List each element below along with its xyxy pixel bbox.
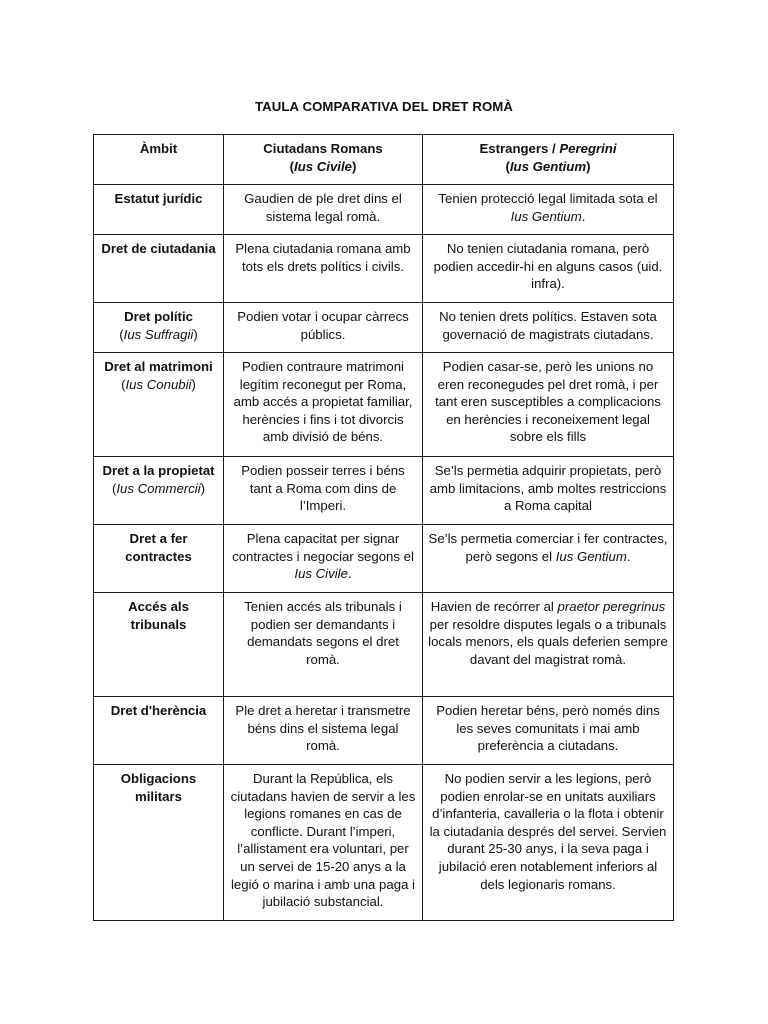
- foreigners-text: Tenien protecció legal limitada sota el: [438, 191, 658, 206]
- row-label-sub-italic: Ius Suffragii: [123, 326, 194, 342]
- header-foreigners-italic: Ius Gentium: [509, 158, 587, 174]
- row-label: [94, 765, 224, 921]
- foreigners-cell: [423, 235, 674, 303]
- row-label-sub-italic: Ius Conubii: [125, 376, 192, 392]
- table-row: [94, 353, 674, 457]
- foreigners-text: Se’ls permetia adquirir propietats, però amb limitacions, amb moltes restriccions a Roma capital: [429, 463, 667, 514]
- row-label: [94, 593, 224, 697]
- header-foreigners-line1a: Estrangers /: [479, 141, 560, 156]
- table-header-row: [94, 135, 674, 185]
- row-label: [94, 353, 224, 457]
- foreigners-italic: praetor peregrinus: [557, 599, 666, 614]
- citizens-cell: [224, 457, 423, 525]
- row-label-text: Accés als tribunals: [128, 599, 189, 632]
- foreigners-text-end: per resoldre disputes legals o a tribunals locals menors, els quals deferien sempre davant del magistrat romà.: [428, 616, 668, 667]
- citizens-italic: Ius Civile: [294, 566, 348, 582]
- row-label-sub-close: ): [200, 480, 206, 496]
- citizens-cell: [224, 525, 423, 593]
- citizens-text: Ple dret a heretar i transmetre béns dins el sistema legal romà.: [235, 703, 411, 754]
- header-foreigners-line1-italic: Peregrini: [559, 141, 617, 156]
- row-label-sub-open: (: [111, 480, 117, 496]
- row-label-sub-close: ): [193, 326, 198, 342]
- citizens-text: Podien posseir terres i béns tant a Roma com dins de l’Imperi.: [241, 463, 405, 514]
- citizens-text: Plena ciutadania romana amb tots els drets polítics i civils.: [235, 241, 411, 274]
- foreigners-cell: [423, 303, 674, 353]
- foreigners-text: Se’ls permetia comerciar i fer contractes, però segons el: [428, 531, 668, 564]
- citizens-cell: [224, 697, 423, 765]
- citizens-text: Tenien accés als tribunals i podien ser demandants i demandats segons el dret romà.: [244, 599, 402, 667]
- row-label: [94, 235, 224, 303]
- citizens-text: Durant la República, els ciutadans havien de servir a les legions romanes en cas de conflicte. Durant l’imperi, l’allistament era voluntari, per un servei de 15-20 anys a la legió o marina i amb una paga i jubilació substancial.: [230, 771, 416, 910]
- foreigners-cell: [423, 525, 674, 593]
- foreigners-cell: [423, 765, 674, 921]
- citizens-text: Podien contraure matrimoni legítim reconegut per Roma, amb accés a propietat familiar, herències i fins i tot divorcis amb divisió de béns.: [233, 359, 413, 445]
- row-label-text: Estatut jurídic: [114, 191, 203, 206]
- row-label-sub-close: ): [191, 376, 196, 392]
- foreigners-text: Havien de recórrer al: [430, 599, 558, 614]
- row-label-text: Dret de ciutadania: [101, 241, 216, 256]
- citizens-text: Podien votar i ocupar càrrecs públics.: [237, 309, 409, 342]
- foreigners-cell: [423, 185, 674, 235]
- foreigners-cell: [423, 593, 674, 697]
- row-label: [94, 303, 224, 353]
- citizens-text: Plena capacitat per signar contractes i negociar segons el: [232, 531, 414, 564]
- table-row: [94, 765, 674, 921]
- table-row: [94, 525, 674, 593]
- row-label: [94, 525, 224, 593]
- header-citizens-italic: Ius Civile: [294, 158, 352, 174]
- foreigners-text: Podien heretar béns, però només dins les seves comunitats i mai amb preferència a ciutadans.: [436, 703, 660, 754]
- foreigners-text-end: .: [581, 208, 586, 224]
- row-label-sub-open: (: [119, 326, 124, 342]
- row-label-text: Dret a fer contractes: [125, 531, 192, 564]
- table-row: [94, 697, 674, 765]
- foreigners-text: No podien servir a les legions, però podien enrolar-se en unitats auxiliars d’infanteria, cavalleria o la flota i obtenir la ciutadania després del servei. Servien durant 25-30 anys, i la seva paga i jubilació eren notablement inferiors al dels legionaris romans.: [429, 771, 667, 892]
- header-citizens-paren-open: (: [289, 158, 295, 174]
- header-foreigners-paren-open: (: [505, 158, 510, 174]
- row-label-text: Dret d'herència: [110, 703, 207, 718]
- header-citizens: [224, 135, 423, 185]
- document-title: TAULA COMPARATIVA DEL DRET ROMÀ: [254, 99, 514, 114]
- row-label: [94, 457, 224, 525]
- foreigners-text: Podien casar-se, però les unions no eren reconegudes pel dret romà, i per tant eren susceptibles a complicacions en herències i reconeixement legal sobre els fills: [435, 359, 661, 445]
- header-citizens-paren-close: ): [351, 158, 357, 174]
- table-row: [94, 303, 674, 353]
- row-label-text: Dret al matrimoni: [104, 359, 213, 374]
- citizens-cell: [224, 235, 423, 303]
- foreigners-italic: Ius Gentium: [510, 208, 582, 224]
- table-row: [94, 235, 674, 303]
- header-foreigners-paren-close: ): [586, 158, 591, 174]
- header-ambit: [94, 135, 224, 185]
- foreigners-cell: [423, 697, 674, 765]
- foreigners-cell: [423, 457, 674, 525]
- table-row: [94, 185, 674, 235]
- citizens-cell: [224, 303, 423, 353]
- row-label-sub-open: (: [121, 376, 126, 392]
- table-row: [94, 593, 674, 697]
- row-label: [94, 697, 224, 765]
- table-row: [94, 457, 674, 525]
- foreigners-text: No tenien ciutadania romana, però podien accedir-hi en alguns casos (uid. infra).: [433, 241, 663, 292]
- foreigners-cell: [423, 353, 674, 457]
- header-foreigners: [423, 135, 674, 185]
- row-label: [94, 185, 224, 235]
- foreigners-text-end: .: [626, 548, 631, 564]
- citizens-cell: [224, 353, 423, 457]
- citizens-text-end: .: [347, 566, 352, 582]
- citizens-cell: [224, 765, 423, 921]
- foreigners-text: No tenien drets polítics. Estaven sota governació de magistrats ciutadans.: [439, 309, 657, 342]
- row-label-sub-italic: Ius Commercii: [116, 480, 201, 496]
- citizens-cell: [224, 593, 423, 697]
- row-label-text: Obligacions militars: [120, 771, 197, 804]
- header-ambit-label: Àmbit: [139, 141, 178, 156]
- row-label-text: Dret polític: [124, 309, 193, 324]
- citizens-cell: [224, 185, 423, 235]
- comparison-table: [93, 134, 674, 921]
- header-citizens-line1: Ciutadans Romans: [263, 141, 383, 156]
- foreigners-italic: Ius Gentium: [555, 548, 627, 564]
- row-label-text: Dret a la propietat: [102, 463, 215, 478]
- citizens-text: Gaudien de ple dret dins el sistema legal romà.: [244, 191, 402, 224]
